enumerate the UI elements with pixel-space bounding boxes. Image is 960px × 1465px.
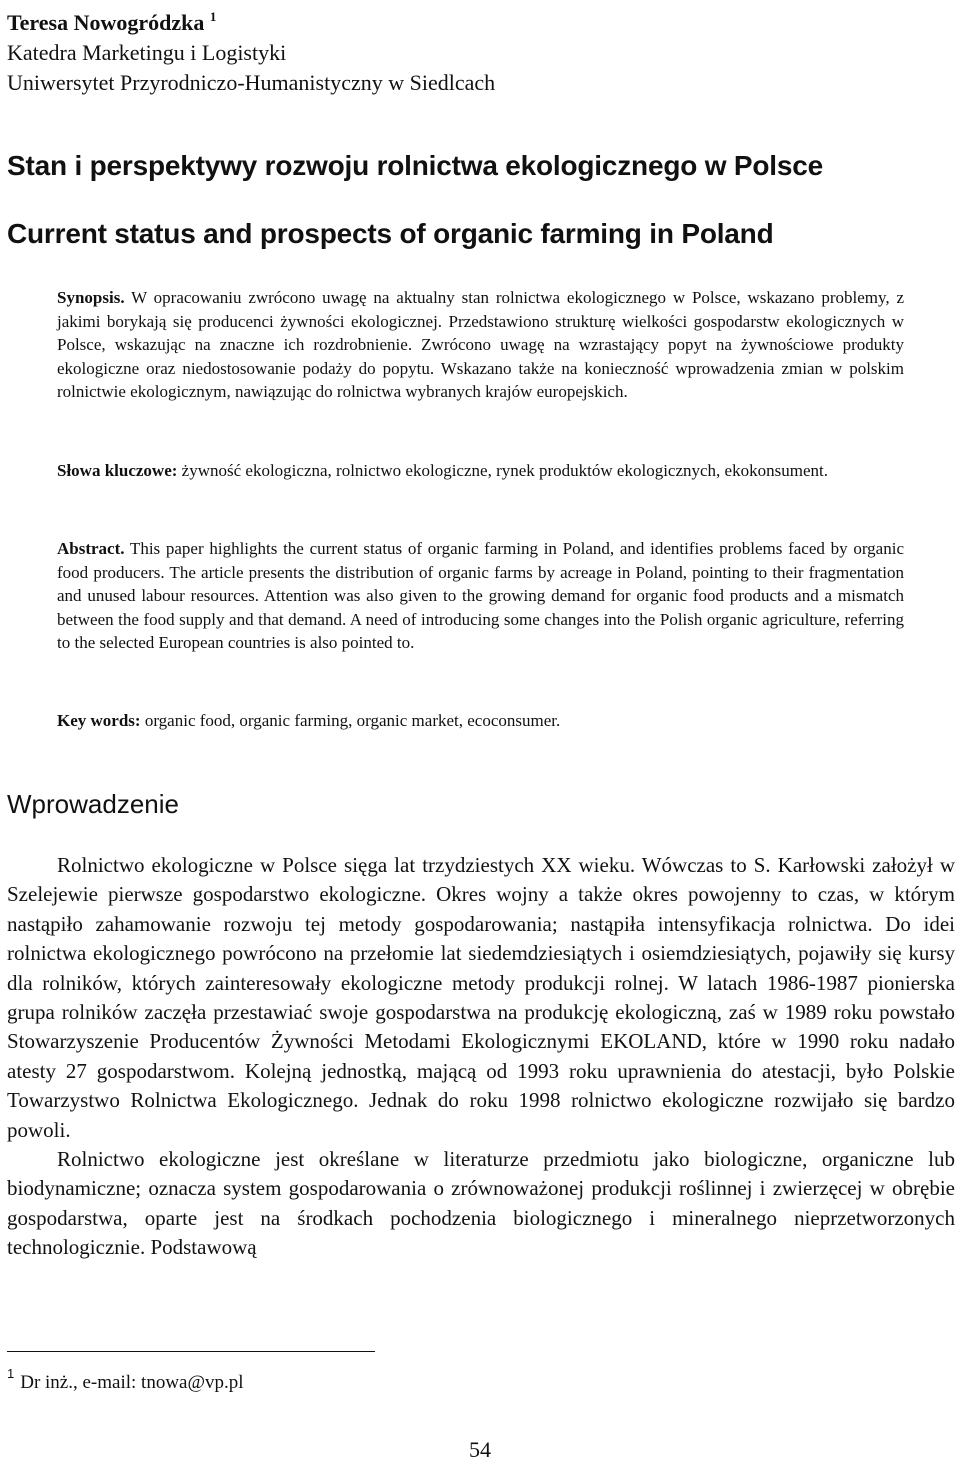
keywords-english-paragraph xyxy=(57,709,904,733)
author-footnote-mark[interactable]: 1 xyxy=(209,9,217,24)
synopsis-label: Synopsis. xyxy=(57,288,125,307)
title-english: Current status and prospects of organic farming in Poland xyxy=(7,218,774,249)
author-name: Teresa Nowogródzka xyxy=(7,10,205,35)
page-number: 54 xyxy=(469,1437,491,1462)
body-paragraph-1: Rolnictwo ekologiczne w Polsce sięga lat trzydziestych XX wieku. Wówczas to S. Karłowski założył w Szelejewie pierwsze gospodarstwo ekologiczne. Okres wojny a także okres powojenny to czas, w którym nastąpiło zahamowanie rozwoju tej metody gospodarowania; nastąpiła intensyfikacja rolnictwa. Do idei rolnictwa ekologicznego powrócono na przełomie lat siedemdziesiątych i osiemdziesiątych, pojawiły się kursy dla rolników, których zainteresowały ekologiczne metody produkcji rolnej. W latach 1986-1987 pionierska grupa rolników zaczęła przestawiać swoje gospodarstwa na produkcję ekologiczną, zaś w 1989 roku powstało Stowarzyszenie Producentów Żywności Metodami Ekologicznymi EKOLAND, które w 1990 roku nadało atesty 27 gospodarstwom. Kolejną jednostką, mającą od 1993 roku uprawnienia do atestacji, było Polskie Towarzystwo Rolnictwa Ekologicznego. Jednak do roku 1998 rolnictwo ekologiczne rozwijało się bardzo powoli. xyxy=(7,853,955,1142)
footnote-mark: 1 xyxy=(7,1366,15,1381)
section-heading: Wprowadzenie xyxy=(7,789,179,819)
abstract-label: Abstract. xyxy=(57,539,125,558)
footnote xyxy=(7,1362,244,1395)
keywords-english-label: Key words: xyxy=(57,711,141,730)
footnote-divider xyxy=(7,1351,375,1352)
synopsis-paragraph xyxy=(57,286,904,404)
synopsis-text: W opracowaniu zwrócono uwagę na aktualny stan rolnictwa ekologicznego w Polsce, wskazano problemy, z jakimi borykają się producenci żywności ekologicznej. Przedstawiono strukturę wielkości gospodarstw ekologicznych w Polsce, wskazując na znaczne ich rozdrobnienie. Zwrócono uwagę na wzrastający popyt na żywnościowe produkty ekologiczne oraz niedostosowanie podaży do popytu. Wskazano także na konieczność wprowadzenia zmian w polskim rolnictwie ekologicznym, nawiązując do rolnictwa wybranych krajów europejskich. xyxy=(57,288,904,402)
keywords-polish-label: Słowa kluczowe: xyxy=(57,461,178,480)
author-affiliation-block xyxy=(7,2,495,98)
university: Uniwersytet Przyrodniczo-Humanistyczny w Siedlcach xyxy=(7,70,496,95)
keywords-polish-text: żywność ekologiczna, rolnictwo ekologiczne, rynek produktów ekologicznych, ekokonsument. xyxy=(177,461,828,480)
footnote-text: Dr inż., e-mail: tnowa@vp.pl xyxy=(20,1372,244,1393)
abstract-text: This paper highlights the current status of organic farming in Poland, and identifies problems faced by organic food producers. The article presents the distribution of organic farms by acreage in Poland, pointing to their fragmentation and unused labour resources. Attention was also given to the growing demand for organic food products and a mismatch between the food supply and that demand. A need of introducing some changes into the Polish organic agriculture, referring to the selected European countries is also pointed to. xyxy=(57,539,904,653)
body-paragraph-2: Rolnictwo ekologiczne jest określane w literaturze przedmiotu jako biologiczne, organiczne lub biodynamiczne; oznacza system gospodarowania o zrównoważonej produkcji roślinnej i zwierzęcej w obrębie gospodarstwa, oparte jest na środkach pochodzenia biologicznego i mineralnego nieprzetworzonych technologicznie. Podstawową xyxy=(7,1147,955,1260)
author-name-line xyxy=(7,2,495,38)
department: Katedra Marketingu i Logistyki xyxy=(7,40,287,65)
keywords-english-text: organic food, organic farming, organic market, ecoconsumer. xyxy=(140,711,561,730)
keywords-polish-paragraph xyxy=(57,459,904,483)
title-polish: Stan i perspektywy rozwoju rolnictwa ekologicznego w Polsce xyxy=(7,150,823,181)
body-text xyxy=(7,851,955,1263)
abstract-english-paragraph xyxy=(57,537,904,655)
